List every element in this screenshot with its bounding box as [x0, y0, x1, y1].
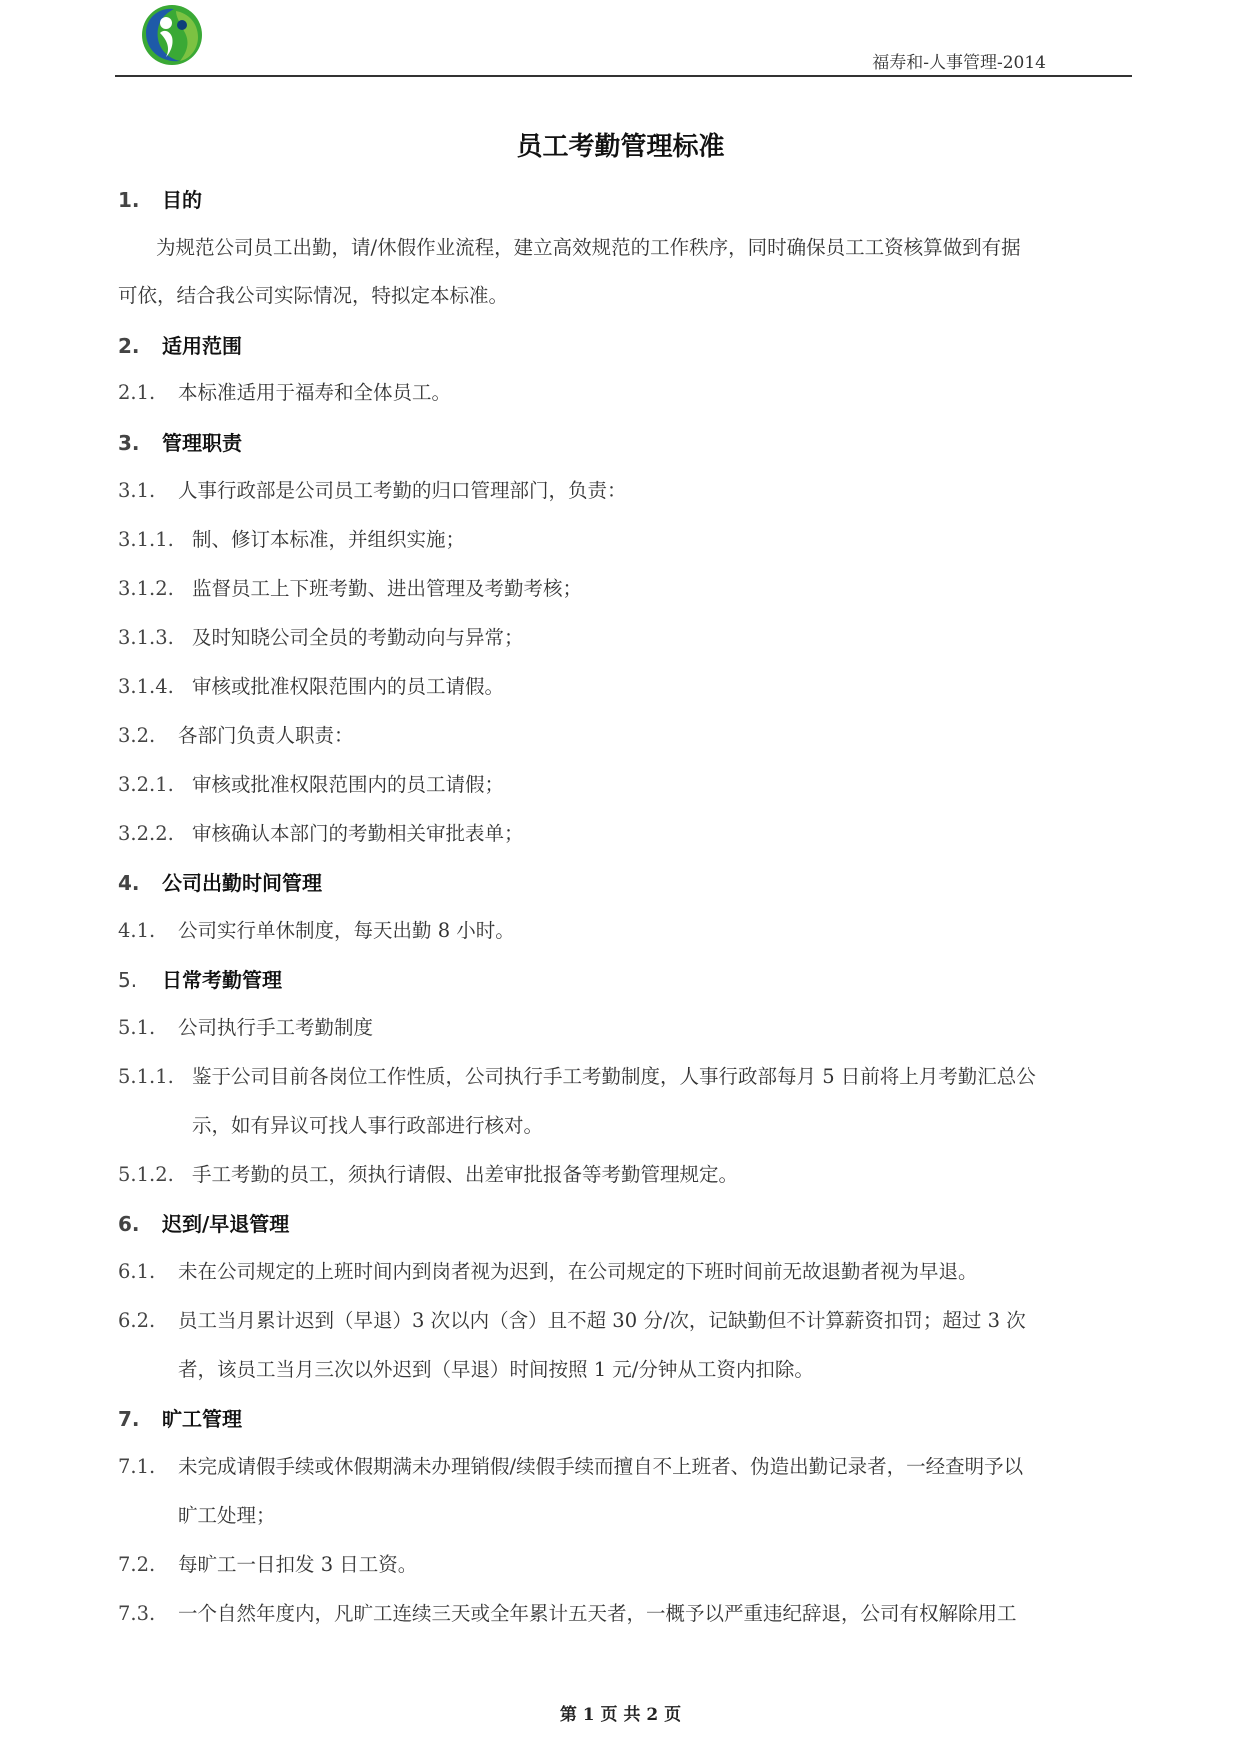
clause-number: 3.1.	[118, 479, 156, 502]
section-title: 旷工管理	[162, 1407, 242, 1431]
section-number: 5.	[118, 968, 138, 992]
clause-number: 3.2.	[118, 724, 156, 747]
clause-3-1-4	[118, 677, 504, 697]
clause-text: 人事行政部是公司员工考勤的归口管理部门，负责：	[178, 479, 627, 502]
paragraph-purpose-line-1: 为规范公司员工出勤，请/休假作业流程，建立高效规范的工作秩序，同时确保员工工资核算做到有据	[156, 236, 1021, 259]
clause-number: 3.1.3.	[118, 626, 174, 649]
clause-text: 审核确认本部门的考勤相关审批表单；	[192, 822, 524, 845]
clause-text: 审核或批准权限范围内的员工请假。	[192, 675, 505, 698]
clause-3-2	[118, 726, 354, 746]
section-heading-3	[118, 433, 242, 453]
clause-number: 5.1.1.	[118, 1065, 174, 1088]
section-title: 迟到/早退管理	[162, 1212, 290, 1236]
clause-text: 公司执行手工考勤制度	[178, 1016, 374, 1039]
section-heading-7	[118, 1409, 242, 1429]
section-heading-4	[118, 873, 322, 893]
clause-7-3	[118, 1604, 1017, 1624]
section-title: 适用范围	[162, 334, 242, 358]
clause-3-1-1	[118, 530, 465, 550]
clause-text: 鉴于公司目前各岗位工作性质，公司执行手工考勤制度，人事行政部每月 5 日前将上月考勤汇总公	[192, 1065, 1036, 1088]
clause-number: 4.1.	[118, 919, 156, 942]
clause-3-2-2	[118, 824, 524, 844]
section-title: 管理职责	[162, 431, 242, 455]
clause-text: 未在公司规定的上班时间内到岗者视为迟到，在公司规定的下班时间前无故退勤者视为早退。	[178, 1260, 978, 1283]
clause-number: 6.1.	[118, 1260, 156, 1283]
document-title: 员工考勤管理标准	[516, 132, 725, 162]
clause-5-1-2	[118, 1165, 738, 1185]
paragraph-purpose-line-2: 可依，结合我公司实际情况，特拟定本标准。	[118, 284, 509, 307]
clause-number: 3.1.1.	[118, 528, 174, 551]
clause-text: 及时知晓公司全员的考勤动向与异常；	[192, 626, 524, 649]
clause-text: 监督员工上下班考勤、进出管理及考勤考核；	[192, 577, 583, 600]
clause-6-2	[118, 1311, 1026, 1331]
clause-5-1-1	[118, 1067, 1036, 1087]
clause-number: 7.2.	[118, 1553, 156, 1576]
header-document-label: 福寿和-人事管理-2014	[872, 53, 1046, 73]
section-number: 3.	[118, 431, 140, 455]
clause-number: 3.2.1.	[118, 773, 174, 796]
clause-text: 每旷工一日扣发 3 日工资。	[178, 1553, 418, 1576]
clause-number: 5.1.2.	[118, 1163, 174, 1186]
clause-6-1	[118, 1262, 978, 1282]
clause-5-1-1-continuation: 示，如有异议可找人事行政部进行核对。	[192, 1114, 544, 1137]
company-logo	[140, 3, 204, 67]
clause-7-2	[118, 1555, 417, 1575]
clause-text: 手工考勤的员工，须执行请假、出差审批报备等考勤管理规定。	[192, 1163, 739, 1186]
clause-number: 6.2.	[118, 1309, 156, 1332]
clause-number: 3.1.4.	[118, 675, 174, 698]
section-number: 7.	[118, 1407, 140, 1431]
section-number: 2.	[118, 334, 140, 358]
clause-number: 7.3.	[118, 1602, 156, 1625]
clause-number: 2.1.	[118, 381, 156, 404]
clause-3-2-1	[118, 775, 504, 795]
clause-text: 公司实行单休制度，每天出勤 8 小时。	[178, 919, 515, 942]
clause-5-1	[118, 1018, 373, 1038]
clause-7-1	[118, 1457, 1023, 1477]
clause-text: 员工当月累计迟到（早退）3 次以内（含）且不超 30 分/次，记缺勤但不计算薪资扣罚；超过 3 次	[178, 1309, 1026, 1332]
clause-7-1-continuation: 旷工处理；	[178, 1504, 276, 1527]
section-heading-5	[118, 970, 282, 990]
clause-3-1-3	[118, 628, 524, 648]
clause-number: 3.1.2.	[118, 577, 174, 600]
clause-3-1-2	[118, 579, 582, 599]
header-divider	[115, 75, 1132, 77]
section-heading-6	[118, 1214, 289, 1234]
clause-2-1	[118, 383, 451, 403]
section-title: 公司出勤时间管理	[162, 871, 322, 895]
section-number: 6.	[118, 1212, 140, 1236]
clause-number: 3.2.2.	[118, 822, 174, 845]
section-title: 目的	[162, 188, 202, 212]
section-heading-2	[118, 336, 242, 356]
clause-text: 本标准适用于福寿和全体员工。	[178, 381, 452, 404]
section-number: 4.	[118, 871, 140, 895]
clause-number: 7.1.	[118, 1455, 156, 1478]
clause-4-1	[118, 921, 515, 941]
clause-text: 一个自然年度内，凡旷工连续三天或全年累计五天者，一概予以严重违纪辞退，公司有权解除用工	[178, 1602, 1017, 1625]
clause-3-1	[118, 481, 627, 501]
clause-6-2-continuation: 者，该员工当月三次以外迟到（早退）时间按照 1 元/分钟从工资内扣除。	[178, 1358, 814, 1381]
clause-text: 审核或批准权限范围内的员工请假；	[192, 773, 505, 796]
section-heading-1	[118, 190, 202, 210]
clause-number: 5.1.	[118, 1016, 156, 1039]
section-title: 日常考勤管理	[162, 968, 282, 992]
clause-text: 各部门负责人职责：	[178, 724, 354, 747]
clause-text: 未完成请假手续或休假期满未办理销假/续假手续而擅自不上班者、伪造出勤记录者，一经查明予以	[178, 1455, 1024, 1478]
page-number-footer: 第 1 页 共 2 页	[559, 1705, 682, 1725]
clause-text: 制、修订本标准，并组织实施；	[192, 528, 466, 551]
section-number: 1.	[118, 188, 140, 212]
